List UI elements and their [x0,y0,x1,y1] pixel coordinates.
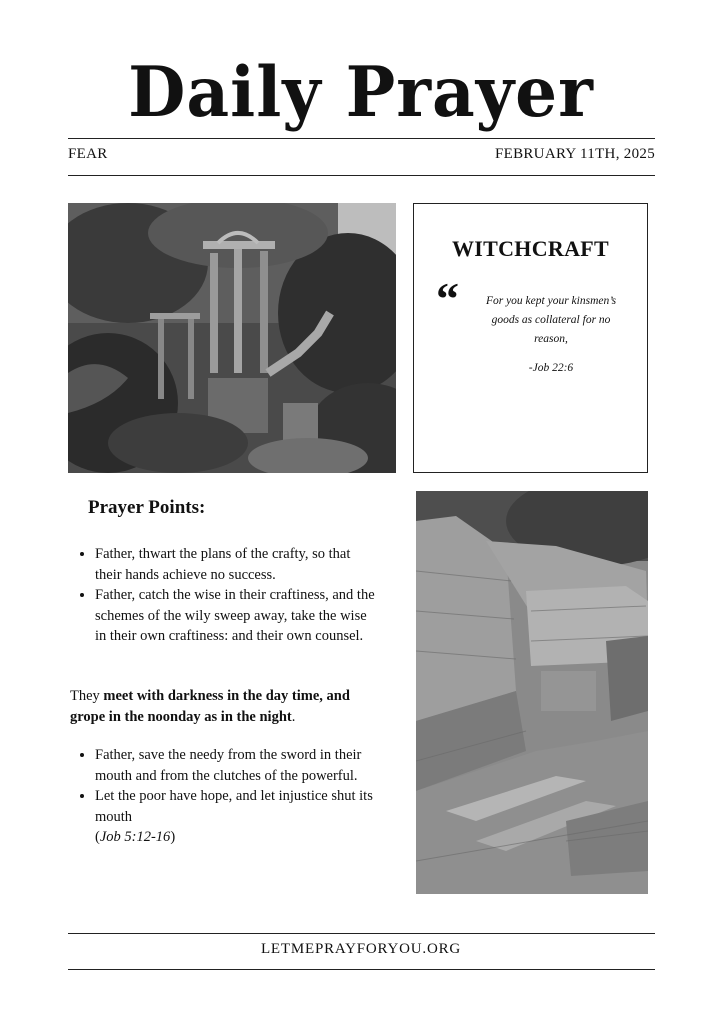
list-item: • Father, thwart the plans of the crafty, so that their hands achieve no success. [95,544,380,585]
ref-open: ( [95,829,100,845]
ref-text: Job 5:12-16 [99,829,171,845]
quote-title: WITCHCRAFT [451,236,609,261]
verse-paragraph [70,686,370,728]
quote-reference: -Job 22:6 [528,362,574,374]
verse-lead: They [70,688,104,704]
quote-card [413,203,648,473]
quote-mark-icon: “ [436,273,459,324]
prayer-points-list-first [68,544,380,647]
stone-ruins-photo [416,491,648,894]
footer-rule-bottom [68,969,655,970]
masthead-title: Daily Prayer [128,51,594,133]
date-label: FEBRUARY 11TH, 2025 [494,146,655,162]
quote-text: For you kept your kinsmen’s goods as collateral for no reason, [485,295,617,345]
list-item-text: Let the poor have hope, and let injustice shut its mouth [95,788,373,825]
list-item: • Father, save the needy from the sword in their mouth and from the clutches of the powerful. [95,745,380,786]
header-rule-top [68,138,655,139]
list-item [95,786,380,848]
footer-rule-top [68,933,655,934]
verse-bold: meet with darkness in the day time, and grope in the noonday as in the night [70,688,350,725]
ref-close: ) [170,829,176,845]
scripture-reference [95,827,380,848]
list-item: • Father, catch the wise in their craftiness, and the schemes of the wily sweep away, take the wise in their own craftiness: and their own counsel. [95,585,380,647]
footer-site-link[interactable]: LETMEPRAYFORYOU.ORG [260,941,462,957]
prayer-points-heading: Prayer Points: [88,497,206,518]
prayer-points-list-second [68,745,380,848]
garden-ruins-photo [68,203,396,473]
topic-label: FEAR [68,146,108,162]
verse-end: . [291,709,296,725]
header-rule-bottom [68,175,655,176]
